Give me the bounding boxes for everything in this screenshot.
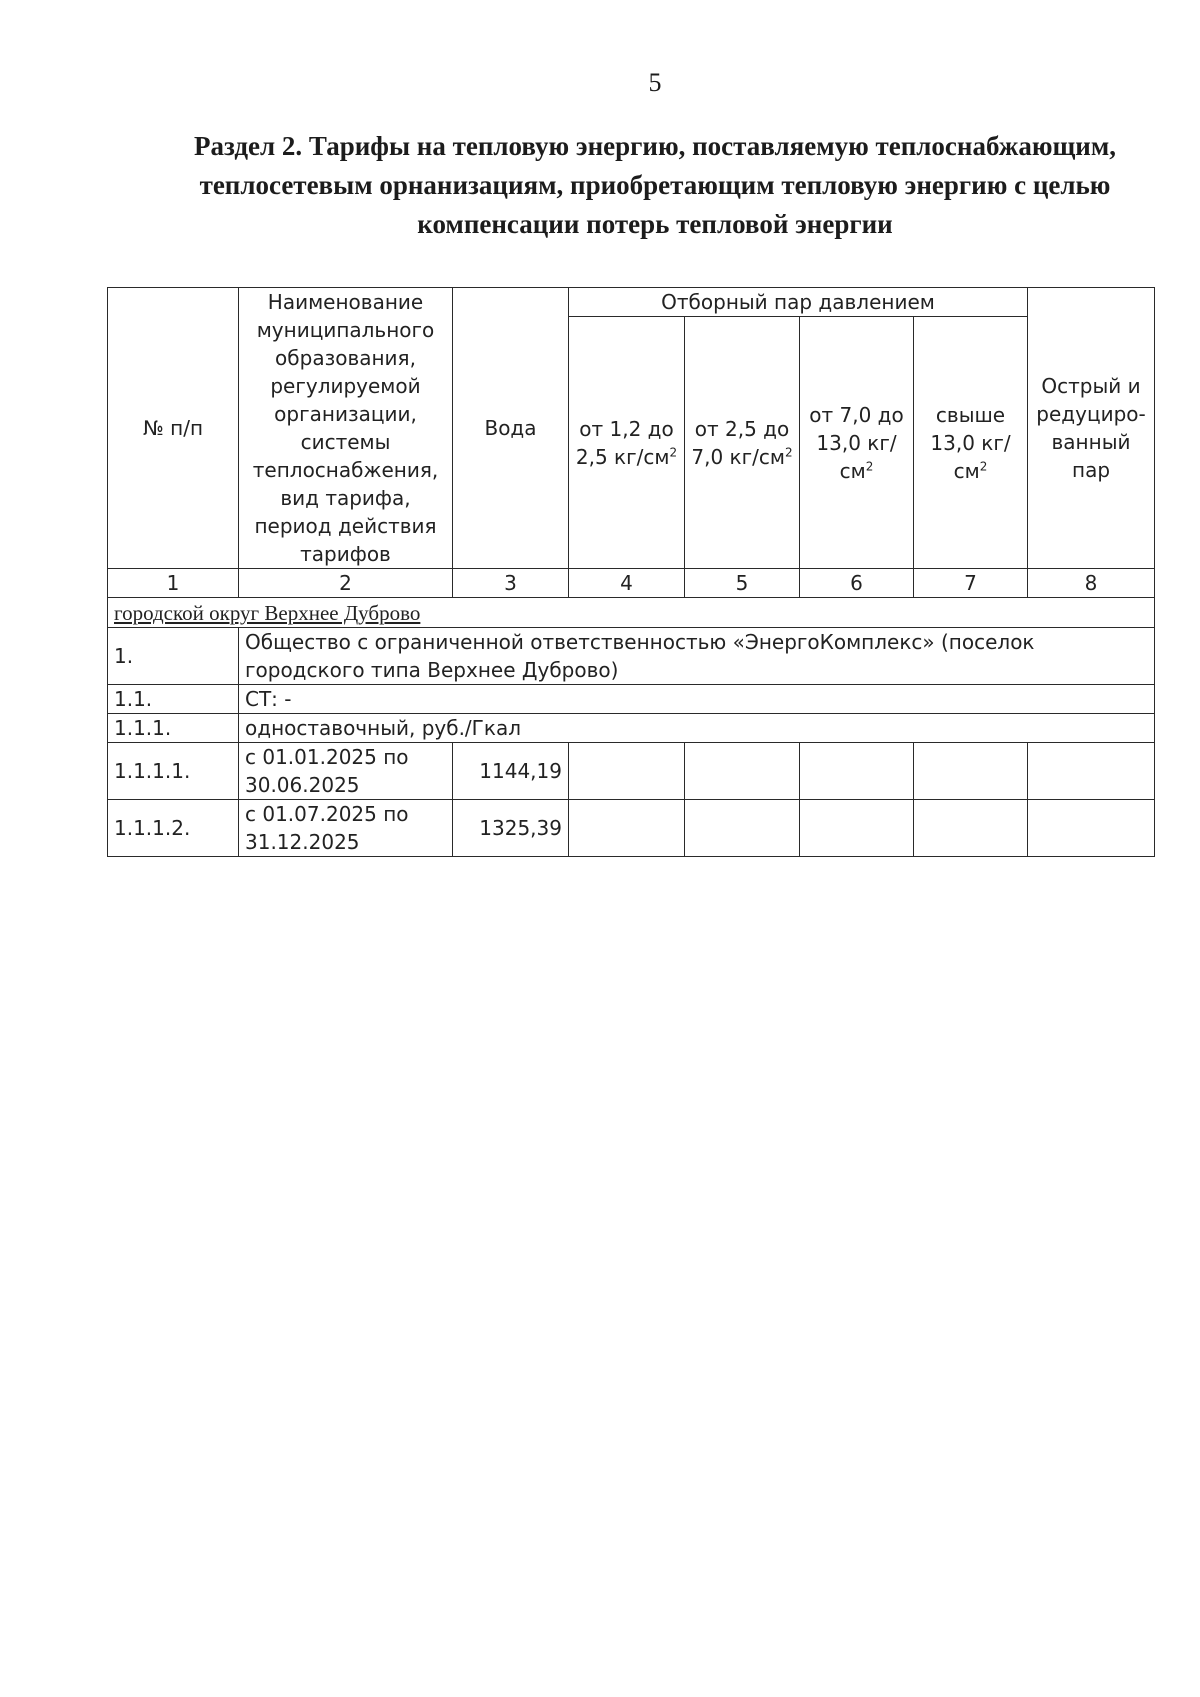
superscript: 2	[784, 444, 793, 459]
superscript: 2	[865, 458, 874, 473]
organization-num: 1.	[108, 628, 239, 685]
row-water-value: 1325,39	[453, 800, 569, 857]
organization-name: Общество с ограниченной ответственностью «ЭнергоКомплекс» (поселок городского типа Верхнее Дуброво)	[239, 628, 1155, 685]
header-sharp-steam: Острый и редуциро-ванный пар	[1028, 288, 1155, 569]
district-row	[108, 598, 1155, 628]
tariff-type-num: 1.1.1.	[108, 714, 239, 743]
header-steam-group: Отборный пар давлением	[569, 288, 1028, 317]
row-water-value: 1144,19	[453, 743, 569, 800]
header-steam-4-label: свыше 13,0 кг/см	[930, 402, 1011, 483]
header-steam-2	[685, 317, 800, 569]
empty-cell	[685, 743, 800, 800]
column-number: 3	[453, 569, 569, 598]
column-number: 5	[685, 569, 800, 598]
tariff-type-name: одноставочный, руб./Гкал	[239, 714, 1155, 743]
system-row	[108, 685, 1155, 714]
header-steam-3	[800, 317, 914, 569]
section-title: Раздел 2. Тарифы на тепловую энергию, поставляемую теплоснабжающим, теплосетевым орнанизациям, приобретающим тепловую энергию с целью компенсации потерь тепловой энергии	[193, 131, 1116, 239]
row-period: с 01.01.2025 по 30.06.2025	[239, 743, 453, 800]
column-number: 7	[914, 569, 1028, 598]
header-steam-1	[569, 317, 685, 569]
header-name: Наименование муниципального образования, регулируемой организации, системы теплоснабжения, вид тарифа, период действия тарифов	[239, 288, 453, 569]
column-number: 8	[1028, 569, 1155, 598]
empty-cell	[914, 743, 1028, 800]
empty-cell	[1028, 800, 1155, 857]
system-num: 1.1.	[108, 685, 239, 714]
header-steam-4	[914, 317, 1028, 569]
organization-row	[108, 628, 1155, 685]
row-period: с 01.07.2025 по 31.12.2025	[239, 800, 453, 857]
column-number: 4	[569, 569, 685, 598]
empty-cell	[914, 800, 1028, 857]
district-name: городской округ Верхнее Дуброво	[108, 598, 1155, 628]
empty-cell	[569, 743, 685, 800]
table-row	[108, 743, 1155, 800]
system-name: СТ: -	[239, 685, 1155, 714]
column-number: 6	[800, 569, 914, 598]
empty-cell	[569, 800, 685, 857]
superscript: 2	[979, 458, 988, 473]
superscript: 2	[669, 444, 678, 459]
column-number: 2	[239, 569, 453, 598]
row-num: 1.1.1.2.	[108, 800, 239, 857]
empty-cell	[685, 800, 800, 857]
column-number-row	[108, 569, 1155, 598]
empty-cell	[800, 800, 914, 857]
header-water: Вода	[453, 288, 569, 569]
column-number: 1	[108, 569, 239, 598]
tariff-type-row	[108, 714, 1155, 743]
header-num: № п/п	[108, 288, 239, 569]
page-number: 5	[648, 68, 662, 97]
row-num: 1.1.1.1.	[108, 743, 239, 800]
header-steam-2-label: от 2,5 до 7,0 кг/см	[691, 416, 790, 469]
tariff-table	[107, 287, 1155, 857]
empty-cell	[800, 743, 914, 800]
empty-cell	[1028, 743, 1155, 800]
header-steam-1-label: от 1,2 до 2,5 кг/см	[575, 416, 674, 469]
table-row	[108, 800, 1155, 857]
header-steam-3-label: от 7,0 до 13,0 кг/см	[809, 402, 904, 483]
